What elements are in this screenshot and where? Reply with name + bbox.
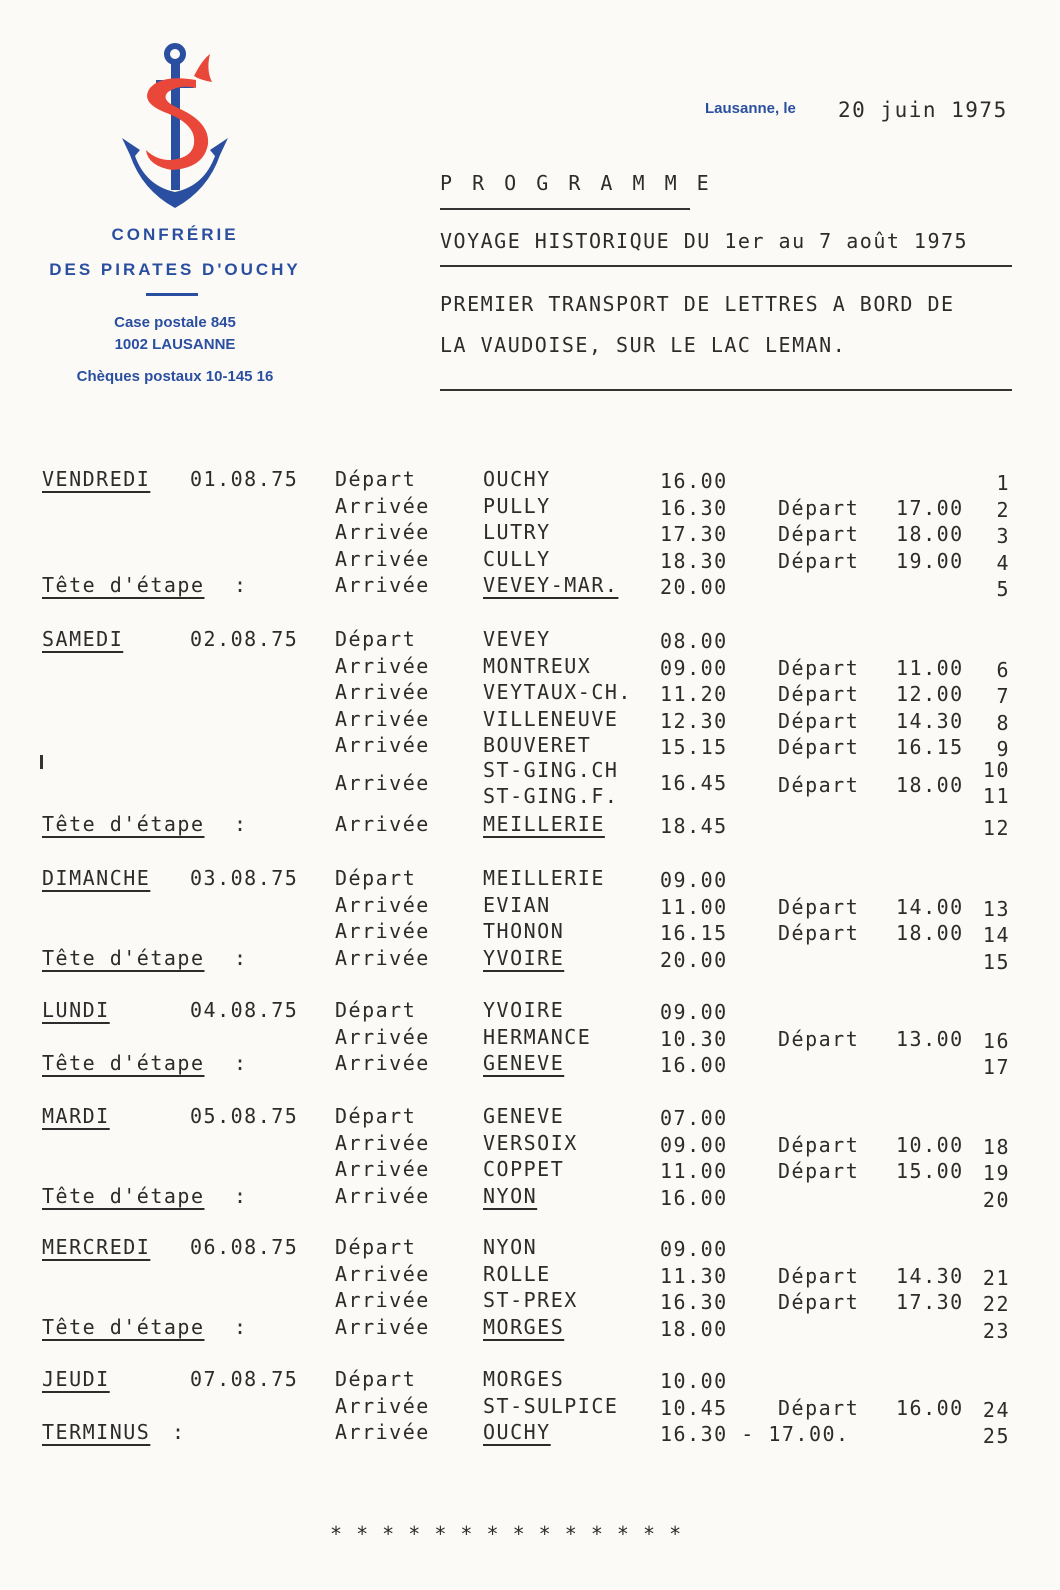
- time: 09.00: [660, 655, 728, 680]
- row-number: 4: [996, 550, 1010, 575]
- row-number: 24: [982, 1397, 1010, 1422]
- action: Arrivée: [335, 1183, 430, 1208]
- depart-label: Départ: [778, 1263, 860, 1288]
- time: 11.00: [660, 894, 728, 919]
- action: Arrivée: [335, 1288, 430, 1312]
- etape-label: Tête d'étape: [42, 573, 205, 597]
- depart-label: Départ: [778, 1132, 860, 1157]
- address-line1: Case postale 845: [114, 314, 236, 331]
- day-name: LUNDI: [42, 998, 110, 1022]
- action: Départ: [335, 1235, 417, 1259]
- voyage-rule: [440, 265, 1012, 267]
- voyage-line: VOYAGE HISTORIQUE DU 1er au 7 août 1975: [440, 229, 969, 253]
- depart-time: 10.00: [896, 1132, 964, 1157]
- org-name-line1: CONFRÉRIE: [111, 225, 239, 244]
- time: 15.15: [660, 735, 728, 759]
- action: Arrivée: [335, 493, 430, 518]
- depart-time: 16.00: [896, 1395, 964, 1420]
- time: 18.00: [660, 1316, 728, 1341]
- day-date: 06.08.75: [190, 1235, 299, 1259]
- action: Arrivée: [335, 1261, 430, 1286]
- place: MORGES: [483, 1367, 565, 1391]
- place: ST-SULPICE: [483, 1393, 619, 1418]
- depart-label: Départ: [778, 495, 860, 520]
- action: Arrivée: [335, 546, 430, 571]
- row-number: 20: [982, 1187, 1010, 1212]
- place: ST-GING.CH: [483, 757, 619, 782]
- action: Arrivée: [335, 1157, 430, 1181]
- etape-label: Tête d'étape: [42, 1314, 205, 1339]
- time: 16.30 - 17.00.: [660, 1422, 850, 1446]
- row-number: 11: [982, 783, 1010, 808]
- action: Arrivée: [335, 1420, 430, 1444]
- action: Arrivée: [335, 1393, 430, 1418]
- action: Arrivée: [335, 653, 430, 678]
- action: Arrivée: [335, 573, 430, 597]
- logo-divider: [146, 293, 198, 296]
- time: 16.00: [660, 1185, 728, 1210]
- action: Arrivée: [335, 919, 430, 943]
- row-number: 2: [996, 497, 1010, 522]
- depart-time: 17.00: [896, 495, 964, 520]
- time: 16.00: [660, 1053, 728, 1077]
- place: ST-PREX: [483, 1288, 578, 1312]
- etape-label: Tête d'étape: [42, 945, 205, 970]
- place: MEILLERIE: [483, 811, 605, 836]
- place: VEVEY-MAR.: [483, 573, 619, 597]
- dateline-place: Lausanne, le: [705, 100, 796, 117]
- time: 20.00: [660, 947, 728, 972]
- place: COPPET: [483, 1157, 565, 1181]
- day-name: VENDREDI: [42, 467, 151, 491]
- colon: :: [234, 945, 248, 970]
- row-number: 17: [982, 1055, 1010, 1079]
- row-number: 16: [982, 1028, 1010, 1053]
- place: MONTREUX: [483, 653, 592, 678]
- row-number: 1: [996, 471, 1010, 495]
- row-number: 12: [982, 815, 1010, 840]
- day-name: SAMEDI: [42, 627, 124, 651]
- row-number: 21: [982, 1265, 1010, 1290]
- subtitle-rule: [440, 389, 1012, 391]
- depart-label: Départ: [778, 1026, 860, 1051]
- day-date: 07.08.75: [190, 1367, 299, 1391]
- place: VERSOIX: [483, 1130, 578, 1155]
- colon: :: [234, 811, 248, 836]
- colon: :: [234, 1314, 248, 1339]
- cheques-line: Chèques postaux 10-145 16: [76, 368, 274, 385]
- day-date: 01.08.75: [190, 467, 299, 491]
- row-number: 7: [996, 684, 1010, 708]
- etape-label: Tête d'étape: [42, 811, 205, 836]
- depart-time: 14.00: [896, 894, 964, 919]
- depart-label: Départ: [778, 921, 860, 945]
- row-number: 22: [982, 1292, 1010, 1316]
- time: 09.00: [660, 868, 728, 892]
- day-name: JEUDI: [42, 1367, 110, 1391]
- action: Départ: [335, 1367, 417, 1391]
- row-number: 5: [996, 577, 1010, 601]
- place: OUCHY: [483, 1420, 551, 1444]
- depart-label: Départ: [778, 548, 860, 573]
- anchor-fish-logo: [112, 40, 237, 215]
- time: 10.45: [660, 1395, 728, 1420]
- action: Départ: [335, 866, 417, 890]
- time: 10.00: [660, 1369, 728, 1393]
- place: YVOIRE: [483, 945, 565, 970]
- subtitle-line2: LA VAUDOISE, SUR LE LAC LEMAN.: [440, 333, 847, 357]
- time: 12.30: [660, 708, 728, 733]
- action: Arrivée: [335, 520, 430, 544]
- action: Arrivée: [335, 1130, 430, 1155]
- depart-time: 17.30: [896, 1290, 964, 1314]
- stray-mark: [40, 755, 43, 769]
- time: 09.00: [660, 1237, 728, 1261]
- depart-time: 14.30: [896, 708, 964, 733]
- colon: :: [234, 1051, 248, 1075]
- depart-time: 12.00: [896, 682, 964, 706]
- depart-time: 11.00: [896, 655, 964, 680]
- depart-label: Départ: [778, 708, 860, 733]
- org-name-line2: DES PIRATES D'OUCHY: [49, 260, 301, 279]
- place: PULLY: [483, 493, 551, 518]
- place: LUTRY: [483, 520, 551, 544]
- depart-time: 18.00: [896, 522, 964, 546]
- time: 11.20: [660, 682, 728, 706]
- time: 18.45: [660, 813, 728, 838]
- row-number: 23: [982, 1318, 1010, 1343]
- colon: :: [234, 1183, 248, 1208]
- place: NYON: [483, 1183, 538, 1208]
- row-number: 25: [982, 1424, 1010, 1448]
- place: VILLENEUVE: [483, 706, 619, 731]
- day-name: MERCREDI: [42, 1235, 151, 1259]
- time: 11.30: [660, 1263, 728, 1288]
- depart-time: 18.00: [896, 772, 964, 797]
- time: 16.30: [660, 495, 728, 520]
- row-number: 6: [996, 657, 1010, 682]
- place: NYON: [483, 1235, 538, 1259]
- depart-label: Départ: [778, 655, 860, 680]
- depart-label: Départ: [778, 682, 860, 706]
- depart-label: Départ: [778, 1159, 860, 1183]
- place: HERMANCE: [483, 1024, 592, 1049]
- action: Départ: [335, 627, 417, 651]
- action: Arrivée: [335, 945, 430, 970]
- action: Arrivée: [335, 1024, 430, 1049]
- place: VEYTAUX-CH.: [483, 680, 632, 704]
- address-line2: 1002 LAUSANNE: [114, 336, 236, 353]
- action: Arrivée: [335, 811, 430, 836]
- place: ST-GING.F.: [483, 783, 619, 808]
- action: Arrivée: [335, 706, 430, 731]
- action: Arrivée: [335, 892, 430, 917]
- time: 10.30: [660, 1026, 728, 1051]
- etape-label: Tête d'étape: [42, 1183, 205, 1208]
- action: Départ: [335, 1104, 417, 1128]
- place: EVIAN: [483, 892, 551, 917]
- time: 18.30: [660, 548, 728, 573]
- time: 17.30: [660, 522, 728, 546]
- time: 16.45: [660, 770, 728, 795]
- place: YVOIRE: [483, 998, 565, 1022]
- dateline-date: 20 juin 1975: [838, 98, 1008, 122]
- action: Départ: [335, 998, 417, 1022]
- row-number: 13: [982, 896, 1010, 921]
- depart-time: 16.15: [896, 735, 964, 759]
- time: 08.00: [660, 629, 728, 653]
- day-name: DIMANCHE: [42, 866, 151, 890]
- time: 11.00: [660, 1159, 728, 1183]
- depart-time: 18.00: [896, 921, 964, 945]
- row-number: 9: [996, 737, 1010, 761]
- place: MORGES: [483, 1314, 565, 1339]
- action: Arrivée: [335, 680, 430, 704]
- place: MEILLERIE: [483, 866, 605, 890]
- place: OUCHY: [483, 467, 551, 491]
- row-number: 19: [982, 1161, 1010, 1185]
- depart-label: Départ: [778, 522, 860, 546]
- etape-label: Tête d'étape: [42, 1051, 205, 1075]
- day-date: 05.08.75: [190, 1104, 299, 1128]
- action: Départ: [335, 467, 417, 491]
- row-number: 8: [996, 710, 1010, 735]
- action: Arrivée: [335, 1314, 430, 1339]
- day-date: 04.08.75: [190, 998, 299, 1022]
- page-title: P R O G R A M M E: [440, 171, 713, 195]
- depart-label: Départ: [778, 894, 860, 919]
- day-date: 03.08.75: [190, 866, 299, 890]
- depart-label: Départ: [778, 772, 860, 797]
- time: 07.00: [660, 1106, 728, 1130]
- place: GENEVE: [483, 1104, 565, 1128]
- action: Arrivée: [335, 1051, 430, 1075]
- action: Arrivée: [335, 733, 430, 757]
- depart-time: 13.00: [896, 1026, 964, 1051]
- depart-label: Départ: [778, 1395, 860, 1420]
- time: 09.00: [660, 1000, 728, 1024]
- depart-time: 14.30: [896, 1263, 964, 1288]
- row-number: 3: [996, 524, 1010, 548]
- subtitle-line1: PREMIER TRANSPORT DE LETTRES A BORD DE: [440, 292, 955, 316]
- terminus-label: TERMINUS: [42, 1420, 151, 1444]
- place: THONON: [483, 919, 565, 943]
- time: 20.00: [660, 575, 728, 599]
- day-date: 02.08.75: [190, 627, 299, 651]
- colon: :: [172, 1420, 186, 1444]
- place: VEVEY: [483, 627, 551, 651]
- place: ROLLE: [483, 1261, 551, 1286]
- title-rule: [440, 208, 690, 210]
- place: GENEVE: [483, 1051, 565, 1075]
- row-number: 14: [982, 923, 1010, 947]
- depart-time: 19.00: [896, 548, 964, 573]
- row-number: 10: [982, 757, 1010, 782]
- time: 16.30: [660, 1290, 728, 1314]
- place: CULLY: [483, 546, 551, 571]
- place: BOUVERET: [483, 733, 592, 757]
- colon: :: [234, 573, 248, 597]
- day-name: MARDI: [42, 1104, 110, 1128]
- depart-label: Départ: [778, 1290, 860, 1314]
- action: Arrivée: [335, 770, 430, 795]
- footer-stars: * * * * * * * * * * * * * *: [330, 1522, 683, 1546]
- row-number: 15: [982, 949, 1010, 974]
- depart-time: 15.00: [896, 1159, 964, 1183]
- depart-label: Départ: [778, 735, 860, 759]
- time: 16.00: [660, 469, 728, 493]
- time: 09.00: [660, 1132, 728, 1157]
- time: 16.15: [660, 921, 728, 945]
- row-number: 18: [982, 1134, 1010, 1159]
